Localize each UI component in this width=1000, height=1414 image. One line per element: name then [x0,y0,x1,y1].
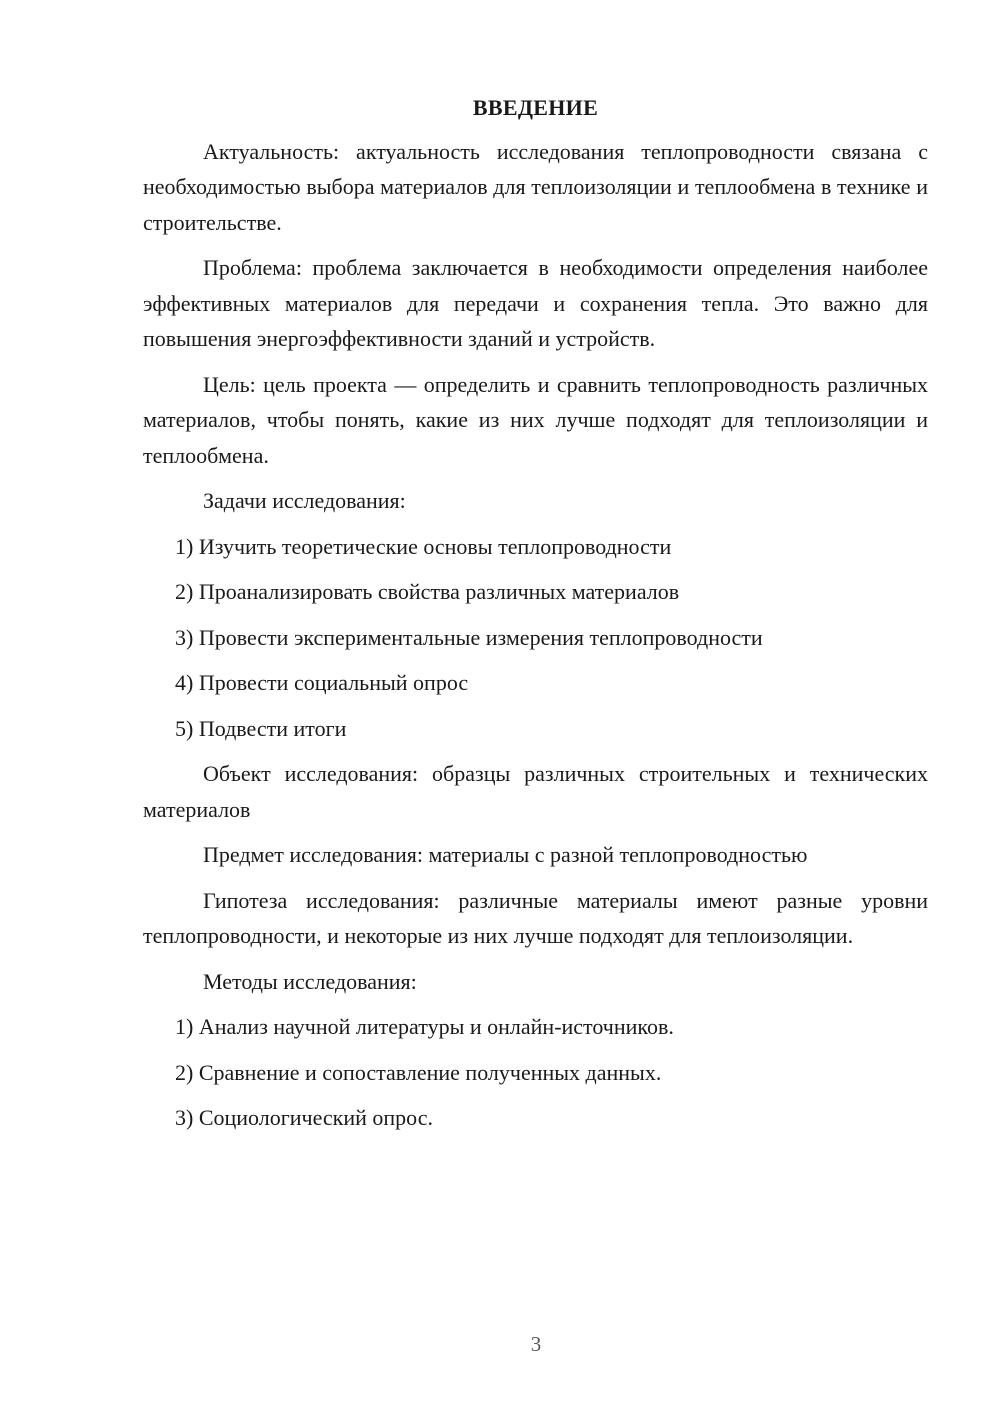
list-item: 3) Социологический опрос. [175,1105,433,1130]
section-title: ВВЕДЕНИЕ [472,95,599,120]
object-paragraph: Объект исследования: образцы различных строительных и технических материалов [143,761,928,822]
hypothesis-paragraph: Гипотеза исследования: различные материалы имеют разные уровни теплопроводности, и некоторые из них лучше подходят для теплоизоляции. [143,887,928,948]
methods-list [143,1009,928,1136]
goal-paragraph: Цель: цель проекта — определить и сравнить теплопроводность различных материалов, чтобы понять, какие из них лучше подходят для теплоизоляции и теплообмена. [143,371,928,468]
list-item: 3) Провести экспериментальные измерения теплопроводности [175,624,763,650]
list-item: 2) Сравнение и сопоставление полученных данных. [175,1059,662,1085]
list-item: 2) Проанализировать свойства различных материалов [175,579,680,604]
tasks-heading: Задачи исследования: [203,488,406,513]
list-item: 1) Изучить теоретические основы теплопроводности [175,533,672,559]
list-item: 1) Анализ научной литературы и онлайн-источников. [175,1014,674,1039]
document-body [143,90,928,1146]
methods-heading: Методы исследования: [203,968,417,994]
problem-paragraph: Проблема: проблема заключается в необходимости определения наиболее эффективных материалов для передачи и сохранения тепла. Это важно для повышения энергоэффективности зданий и устройств. [143,255,928,351]
relevance-paragraph: Актуальность: актуальность исследования теплопроводности связана с необходимостью выбора материалов для теплоизоляции и теплообмена в технике и строительстве. [143,138,928,235]
list-item: 5) Подвести итоги [175,715,347,741]
list-item: 4) Провести социальный опрос [175,670,469,695]
subject-paragraph: Предмет исследования: материалы с разной теплопроводностью [203,842,808,867]
page-number: 3 [530,1332,542,1356]
tasks-list [143,529,928,747]
